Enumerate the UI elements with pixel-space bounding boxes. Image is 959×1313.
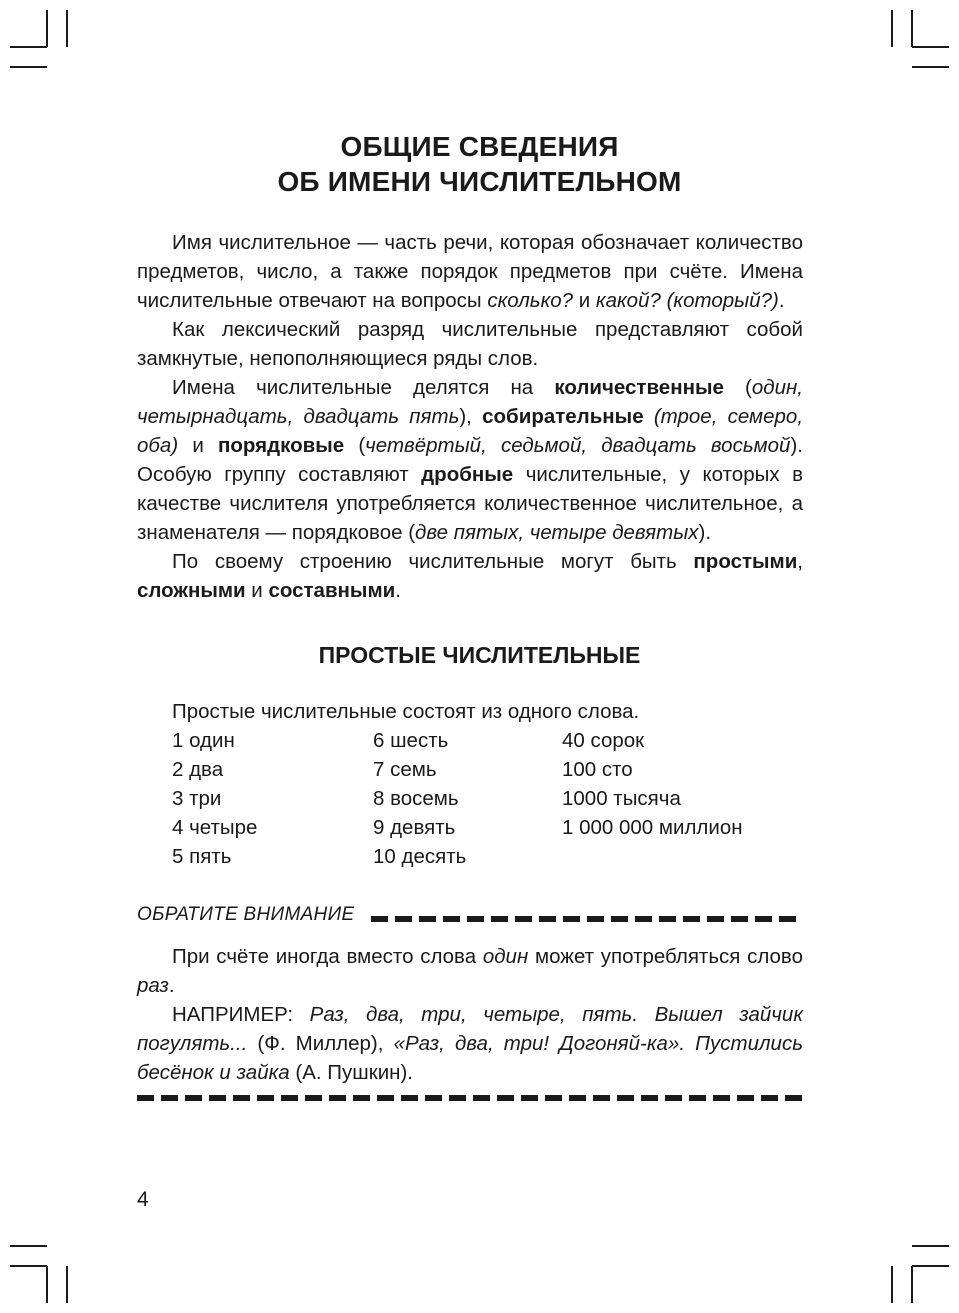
crop-mark	[912, 66, 949, 68]
crop-mark	[911, 1266, 913, 1303]
list-item: 9 девять	[373, 816, 456, 839]
list-item: 7 семь	[373, 758, 437, 781]
list-item: 3 три	[172, 787, 222, 810]
list-item: 1000 тысяча	[562, 787, 681, 810]
list-item: 4 четыре	[172, 816, 258, 839]
section-heading: ПРОСТЫЕ ЧИСЛИТЕЛЬНЫЕ	[318, 642, 641, 668]
list-item: 2 два	[172, 758, 224, 781]
note-paragraph-example: НАПРИМЕР: Раз, два, три, четыре, пять. Вышел зайчик погулять... (Ф. Миллер), «Раз, два, три! Догоняй-ка». Пустились бесёнок и зайка (А. Пушкин).	[137, 1003, 803, 1084]
list-item: 5 пять	[172, 845, 232, 868]
crop-mark	[10, 46, 47, 48]
paragraph-structure: По своему строению числительные могут быть простыми, сложными и составными.	[137, 550, 803, 602]
intro-text	[137, 228, 803, 605]
paragraph-lexical: Как лексический разряд числительные представляют собой замкнутые, непополняющиеся ряды слов.	[137, 318, 803, 370]
numerals-column-1	[172, 726, 257, 871]
crop-mark	[10, 1245, 47, 1247]
list-item: 40 сорок	[562, 729, 645, 752]
list-item: 1 один	[172, 729, 235, 752]
attention-top-rule	[371, 916, 803, 922]
crop-mark	[912, 1265, 949, 1267]
list-item: 8 восемь	[373, 787, 459, 810]
title-line-1: ОБЩИЕ СВЕДЕНИЯ	[340, 131, 619, 162]
numerals-column-2	[373, 726, 466, 871]
crop-mark	[891, 1266, 893, 1303]
section-intro: Простые числительные состоят из одного слова.	[172, 700, 640, 723]
list-item: 100 сто	[562, 758, 633, 781]
crop-mark	[912, 1245, 949, 1247]
crop-mark	[46, 10, 48, 47]
attention-bottom-rule	[137, 1095, 803, 1101]
crop-mark	[911, 10, 913, 47]
list-item: 6 шесть	[373, 729, 449, 752]
note-paragraph-1: При счёте иногда вместо слова один может употребляться слово раз.	[137, 945, 803, 997]
crop-mark	[10, 66, 47, 68]
page-title	[0, 129, 959, 199]
list-item: 10 десять	[373, 845, 467, 868]
list-item: 1 000 000 миллион	[562, 816, 743, 839]
paragraph-categories: Имена числительные делятся на количественные (один, четырнадцать, двадцать пять), собирательные (трое, семеро, оба) и порядковые (четвёртый, седьмой, двадцать восьмой). Особую группу составляют дробные числительные, у которых в качестве числителя употребляется количественное числительное, а знаменателя — порядковое (две пятых, четыре девятых).	[137, 376, 804, 544]
crop-mark	[912, 46, 949, 48]
numerals-column-3	[562, 726, 743, 842]
title-line-2: ОБ ИМЕНИ ЧИСЛИТЕЛЬНОМ	[277, 166, 682, 197]
attention-label: ОБРАТИТЕ ВНИМАНИЕ	[137, 904, 355, 925]
crop-mark	[10, 1265, 47, 1267]
paragraph-definition: Имя числительное — часть речи, которая обозначает количество предметов, число, а также порядок предметов при счёте. Имена числительные отвечают на вопросы сколько? и какой? (который?).	[137, 231, 803, 312]
attention-note	[137, 942, 803, 1087]
page-number: 4	[137, 1188, 149, 1211]
crop-mark	[66, 10, 68, 47]
crop-mark	[66, 1266, 68, 1303]
crop-mark	[46, 1266, 48, 1303]
crop-mark	[891, 10, 893, 47]
